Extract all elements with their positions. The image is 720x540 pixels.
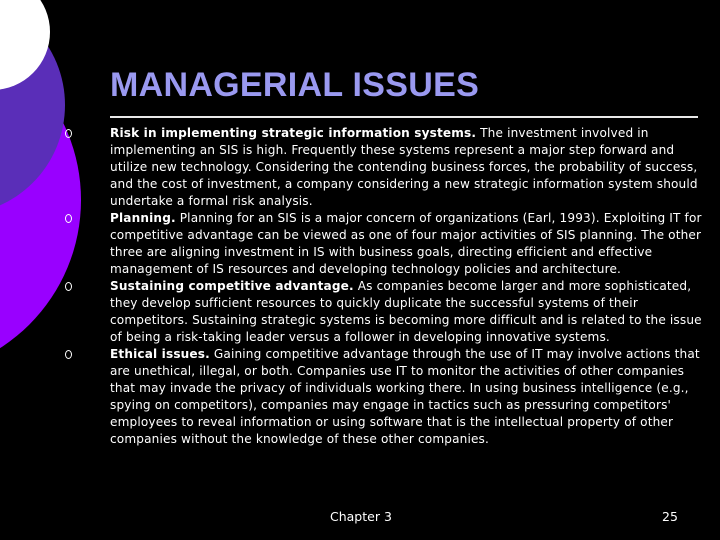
bullet-marker-icon bbox=[65, 282, 72, 291]
bullet-heading: Sustaining competitive advantage. bbox=[110, 279, 354, 293]
bullet-heading: Ethical issues. bbox=[110, 347, 210, 361]
bullet-risk bbox=[110, 125, 710, 210]
bullet-marker-icon bbox=[65, 129, 72, 138]
bullet-planning bbox=[110, 210, 710, 278]
bullet-marker-icon bbox=[65, 214, 72, 223]
bullet-heading: Planning. bbox=[110, 211, 176, 225]
bullet-marker-icon bbox=[65, 350, 72, 359]
bullet-ethical bbox=[110, 346, 710, 448]
slide-title: MANAGERIAL ISSUES bbox=[110, 66, 480, 104]
bullet-heading: Risk in implementing strategic information systems. bbox=[110, 126, 477, 140]
title-underline bbox=[110, 116, 698, 118]
bullet-text: Gaining competitive advantage through the use of IT may involve actions that are unethical, illegal, or both. Companies use IT to monitor the activities of other companies that may invade the privacy of individuals working there. In using business intelligence (e.g., spying on competitors), companies may engage in tactics such as pressuring competitors' employees to reveal information or using software that is the intellectual property of other companies without the knowledge of these other companies. bbox=[110, 347, 700, 446]
bullet-text: The investment involved in implementing an SIS is high. Frequently these systems represent a major step forward and utilize new technology. Considering the contending business forces, the probability of success, and the cost of investment, a company considering a new strategic information system should undertake a formal risk analysis. bbox=[110, 126, 698, 208]
bullet-sustaining bbox=[110, 278, 710, 346]
footer-chapter: Chapter 3 bbox=[330, 509, 392, 524]
page-number: 25 bbox=[662, 509, 678, 524]
bullet-list bbox=[110, 125, 710, 448]
bullet-text: As companies become larger and more sophisticated, they develop sufficient resources to quickly duplicate the successful systems of their competitors. Sustaining strategic systems is becoming more difficult and is related to the issue of being a risk-taking leader versus a follower in developing innovative systems. bbox=[110, 279, 702, 344]
bullet-text: Planning for an SIS is a major concern of organizations (Earl, 1993). Exploiting IT for competitive advantage can be viewed as one of four major activities of SIS planning. The other three are aligning investment in IS with business goals, directing efficient and effective management of IS resources and developing technology policies and architecture. bbox=[110, 211, 702, 276]
